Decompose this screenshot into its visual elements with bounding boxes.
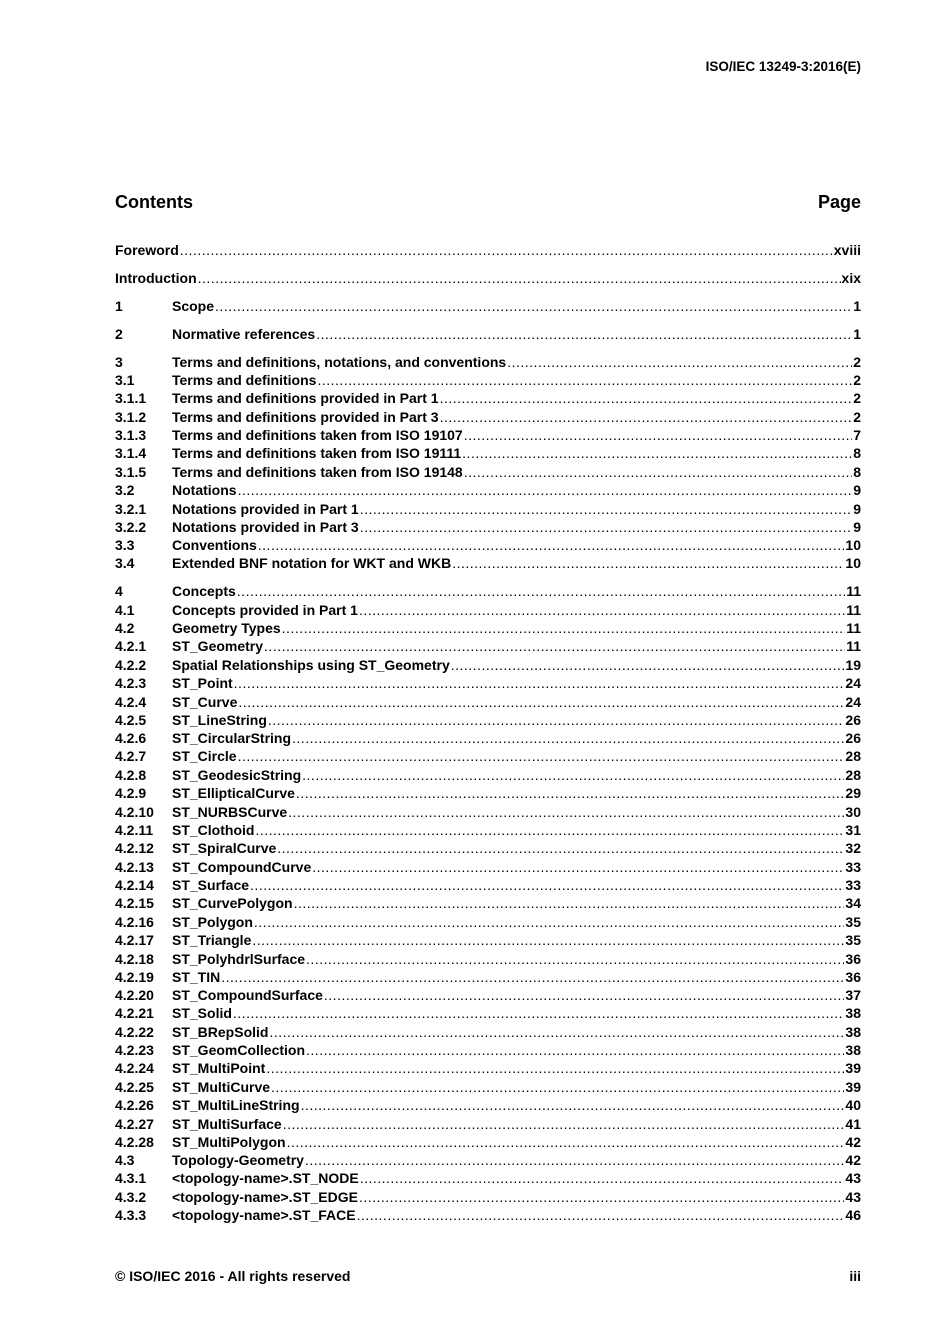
toc-entry[interactable] — [115, 426, 861, 444]
toc-entry[interactable] — [115, 858, 861, 876]
toc-entry-number: 4.2.11 — [115, 822, 154, 838]
toc-entry-number: 4.2.18 — [115, 951, 154, 967]
toc-entry-title: ST_PolyhdrlSurface — [172, 951, 306, 967]
toc-entry-number: 3.1.3 — [115, 427, 147, 443]
dot-leader — [316, 325, 852, 343]
toc-entry-title: Terms and definitions provided in Part 1 — [172, 390, 439, 406]
toc-entry[interactable] — [115, 986, 861, 1004]
toc-entry-number: 3.2.2 — [115, 519, 147, 535]
toc-entry-title: Foreword — [115, 242, 179, 258]
dot-leader — [287, 1133, 845, 1151]
toc-entry-page: 1 — [853, 298, 861, 314]
toc-entry-title: Normative references — [172, 326, 316, 342]
toc-entry[interactable] — [115, 1206, 861, 1224]
toc-entry-title: <topology-name>.ST_FACE — [172, 1207, 356, 1223]
toc-entry-title: ST_MultiPoint — [172, 1060, 266, 1076]
toc-entry-page: 1 — [853, 326, 861, 342]
toc-entry[interactable] — [115, 1188, 861, 1206]
dot-leader — [180, 241, 833, 259]
toc-entry-title: ST_BRepSolid — [172, 1024, 269, 1040]
toc-entry[interactable] — [115, 463, 861, 481]
dot-leader — [238, 747, 845, 765]
toc-entry-page: 26 — [845, 730, 861, 746]
dot-leader — [360, 500, 853, 518]
toc-entry-title: Terms and definitions, notations, and conventions — [172, 354, 507, 370]
toc-entry-page: 31 — [845, 822, 861, 838]
toc-entry-title: <topology-name>.ST_EDGE — [172, 1189, 358, 1205]
toc-entry-number: 3.1 — [115, 372, 135, 388]
dot-leader — [292, 729, 844, 747]
toc-entry-title: ST_MultiCurve — [172, 1079, 271, 1095]
toc-entry-page: 2 — [853, 372, 861, 388]
toc-entry-number: 4.2.9 — [115, 785, 147, 801]
toc-entry-page: 10 — [845, 537, 861, 553]
toc-entry[interactable] — [115, 1096, 861, 1114]
toc-entry-number: 3 — [115, 354, 123, 370]
dot-leader — [215, 297, 852, 315]
dot-leader — [237, 582, 845, 600]
toc-entry-page: 36 — [845, 951, 861, 967]
contents-title: Contents — [115, 192, 193, 212]
copyright-notice: © ISO/IEC 2016 - All rights reserved — [115, 1268, 351, 1284]
dot-leader — [264, 637, 845, 655]
toc-entry-number: 4.2.2 — [115, 657, 147, 673]
dot-leader — [294, 894, 845, 912]
dot-leader — [464, 426, 852, 444]
dot-leader — [271, 1078, 844, 1096]
toc-entry[interactable] — [115, 1133, 861, 1151]
toc-entry-page: 39 — [845, 1079, 861, 1095]
toc-entry-number: 4.2.25 — [115, 1079, 154, 1095]
toc-entry-page: 43 — [845, 1170, 861, 1186]
toc-entry-number: 4.2.12 — [115, 840, 154, 856]
toc-entry-page: 19 — [845, 657, 861, 673]
dot-leader — [277, 839, 844, 857]
toc-entry-page: 38 — [845, 1024, 861, 1040]
dot-leader — [324, 986, 845, 1004]
toc-entry-title: ST_MultiSurface — [172, 1116, 282, 1132]
toc-entry-number: 4.2.27 — [115, 1116, 154, 1132]
toc-entry-page: 42 — [845, 1134, 861, 1150]
toc-entry-page: 36 — [845, 969, 861, 985]
toc-entry[interactable] — [115, 389, 861, 407]
dot-leader — [359, 601, 845, 619]
dot-leader — [464, 463, 852, 481]
toc-entry-title: ST_Triangle — [172, 932, 252, 948]
toc-entry-title: ST_Circle — [172, 748, 237, 764]
page-number: iii — [849, 1268, 861, 1284]
toc-entry-number: 4.2.10 — [115, 804, 154, 820]
dot-leader — [255, 821, 844, 839]
toc-entry-number: 4.2.28 — [115, 1134, 154, 1150]
document-id: ISO/IEC 13249-3:2016(E) — [705, 59, 861, 74]
page-column-label: Page — [817, 192, 861, 212]
dot-leader — [250, 876, 844, 894]
toc-entry-number: 4.2.7 — [115, 748, 147, 764]
dot-leader — [451, 656, 845, 674]
toc-entry[interactable] — [115, 601, 861, 619]
toc-entry[interactable] — [115, 711, 861, 729]
toc-entry[interactable] — [115, 500, 861, 518]
toc-entry-page: 38 — [845, 1005, 861, 1021]
toc-entry[interactable] — [115, 1151, 861, 1169]
toc-entry-number: 4.2.26 — [115, 1097, 154, 1113]
toc-entry-title: Conventions — [172, 537, 257, 553]
dot-leader — [266, 1059, 844, 1077]
toc-entry-title: ST_GeodesicString — [172, 767, 302, 783]
toc-entry-title: ST_Clothoid — [172, 822, 255, 838]
toc-entry-title: ST_GeomCollection — [172, 1042, 306, 1058]
dot-leader — [258, 536, 845, 554]
dot-leader — [288, 803, 844, 821]
toc-entry-title: Spatial Relationships using ST_Geometry — [172, 657, 450, 673]
toc-entry-title: ST_Point — [172, 675, 233, 691]
dot-leader — [282, 619, 846, 637]
toc-entry-page: 37 — [845, 987, 861, 1003]
toc-entry-number: 4.3.1 — [115, 1170, 147, 1186]
toc-entry-title: ST_EllipticalCurve — [172, 785, 295, 801]
toc-entry[interactable] — [115, 444, 861, 462]
toc-entry-number: 4.2.21 — [115, 1005, 154, 1021]
toc-entry[interactable] — [115, 619, 861, 637]
toc-entry-page: 26 — [845, 712, 861, 728]
toc-entry-page: 32 — [845, 840, 861, 856]
toc-entry-title: ST_Geometry — [172, 638, 264, 654]
toc-entry-page: xviii — [833, 242, 861, 258]
toc-entry-page: 7 — [853, 427, 861, 443]
dot-leader — [252, 931, 844, 949]
dot-leader — [198, 269, 841, 287]
dot-leader — [317, 371, 852, 389]
toc-entry[interactable] — [115, 1059, 861, 1077]
toc-entry-page: 11 — [846, 620, 861, 636]
toc-entry[interactable] — [115, 821, 861, 839]
toc-entry-page: 2 — [853, 409, 861, 425]
toc-entry-number: 3.1.4 — [115, 445, 147, 461]
dot-leader — [268, 711, 845, 729]
toc-entry-page: 9 — [853, 519, 861, 535]
toc-entry-page: 41 — [845, 1116, 861, 1132]
toc-entry-page: 11 — [846, 638, 861, 654]
dot-leader — [440, 408, 853, 426]
toc-entry-title: Terms and definitions taken from ISO 19148 — [172, 464, 463, 480]
contents-heading — [115, 192, 861, 213]
dot-leader — [440, 389, 853, 407]
toc-entry[interactable] — [115, 518, 861, 536]
toc-entry-page: 24 — [845, 694, 861, 710]
toc-entry-title: Scope — [172, 298, 215, 314]
toc-entry-number: 4.2.22 — [115, 1024, 154, 1040]
dot-leader — [296, 784, 844, 802]
toc-entry-number: 4.2.3 — [115, 675, 147, 691]
toc-entry-page: 8 — [853, 445, 861, 461]
toc-entry-title: <topology-name>.ST_NODE — [172, 1170, 359, 1186]
toc-entry-number: 3.1.2 — [115, 409, 147, 425]
dot-leader — [357, 1206, 845, 1224]
toc-entry[interactable] — [115, 297, 861, 315]
toc-entry-title: Terms and definitions taken from ISO 19111 — [172, 445, 462, 461]
dot-leader — [234, 674, 845, 692]
toc-entry[interactable] — [115, 1041, 861, 1059]
toc-entry[interactable] — [115, 1078, 861, 1096]
toc-entry[interactable] — [115, 554, 861, 572]
toc-entry-number: 3.1.5 — [115, 464, 147, 480]
toc-entry[interactable] — [115, 729, 861, 747]
toc-entry-page: 33 — [845, 877, 861, 893]
toc-entry-page: 10 — [845, 555, 861, 571]
dot-leader — [301, 1096, 845, 1114]
toc-entry-title: Terms and definitions — [172, 372, 317, 388]
toc-entry-title: ST_MultiLineString — [172, 1097, 300, 1113]
toc-entry-number: 2 — [115, 326, 123, 342]
toc-entry[interactable] — [115, 894, 861, 912]
toc-entry-number: 4.2.8 — [115, 767, 147, 783]
toc-entry[interactable] — [115, 481, 861, 499]
toc-entry-number: 4.3.3 — [115, 1207, 147, 1223]
toc-entry-page: 24 — [845, 675, 861, 691]
dot-leader — [507, 353, 852, 371]
toc-entry-page: 28 — [845, 767, 861, 783]
toc-entry-page: 30 — [845, 804, 861, 820]
toc-entry-page: 28 — [845, 748, 861, 764]
toc-entry-number: 4.2.20 — [115, 987, 154, 1003]
dot-leader — [306, 950, 844, 968]
toc-entry-title: ST_CircularString — [172, 730, 292, 746]
toc-entry-title: ST_Solid — [172, 1005, 232, 1021]
toc-entry-title: Notations provided in Part 1 — [172, 501, 359, 517]
toc-entry-page: 38 — [845, 1042, 861, 1058]
toc-entry[interactable] — [115, 803, 861, 821]
toc-entry-number: 4.2.23 — [115, 1042, 154, 1058]
dot-leader — [238, 481, 853, 499]
toc-entry-page: 9 — [853, 501, 861, 517]
toc-entry-page: 34 — [845, 895, 861, 911]
toc-entry[interactable] — [115, 784, 861, 802]
page-footer — [115, 1268, 861, 1284]
toc-entry[interactable] — [115, 839, 861, 857]
toc-entry-title: ST_CompoundSurface — [172, 987, 323, 1003]
toc-entry[interactable] — [115, 913, 861, 931]
toc-entry[interactable] — [115, 766, 861, 784]
toc-entry[interactable] — [115, 325, 861, 343]
toc-entry[interactable] — [115, 931, 861, 949]
toc-entry-number: 1 — [115, 298, 123, 314]
toc-entry-number: 4.2 — [115, 620, 135, 636]
toc-entry[interactable] — [115, 1169, 861, 1187]
toc-entry-title: Introduction — [115, 270, 197, 286]
toc-entry-number: 4.2.19 — [115, 969, 154, 985]
toc-entry[interactable] — [115, 950, 861, 968]
toc-entry[interactable] — [115, 968, 861, 986]
toc-entry[interactable] — [115, 1115, 861, 1133]
toc-entry-page: 40 — [845, 1097, 861, 1113]
dot-leader — [312, 858, 844, 876]
toc-entry[interactable] — [115, 674, 861, 692]
dot-leader — [462, 444, 852, 462]
dot-leader — [359, 1188, 844, 1206]
dot-leader — [233, 1004, 845, 1022]
toc-entry-number: 4.3 — [115, 1152, 135, 1168]
toc-entry-number: 3.1.1 — [115, 390, 147, 406]
toc-entry[interactable] — [115, 353, 861, 371]
toc-entry[interactable] — [115, 241, 861, 259]
toc-entry-number: 4.2.6 — [115, 730, 147, 746]
toc-entry-title: ST_NURBSCurve — [172, 804, 288, 820]
toc-entry-page: 2 — [853, 354, 861, 370]
toc-entry-number: 4.2.17 — [115, 932, 154, 948]
dot-leader — [283, 1115, 845, 1133]
toc-entry[interactable] — [115, 656, 861, 674]
dot-leader — [306, 1041, 844, 1059]
toc-entry-number: 4.2.13 — [115, 859, 154, 875]
toc-entry[interactable] — [115, 1004, 861, 1022]
toc-entry[interactable] — [115, 269, 861, 287]
toc-entry-page: 11 — [846, 602, 861, 618]
toc-entry[interactable] — [115, 1023, 861, 1041]
toc-entry-title: Concepts — [172, 583, 236, 599]
toc-entry-number: 3.3 — [115, 537, 135, 553]
toc-entry-title: ST_MultiPolygon — [172, 1134, 286, 1150]
toc-entry-page: 2 — [853, 390, 861, 406]
dot-leader — [452, 554, 844, 572]
toc-entry-number: 3.2.1 — [115, 501, 147, 517]
toc-entry-number: 4.1 — [115, 602, 135, 618]
toc-entry-number: 4.2.5 — [115, 712, 147, 728]
toc-entry-number: 4.2.4 — [115, 694, 147, 710]
toc-entry-title: ST_Surface — [172, 877, 250, 893]
dot-leader — [360, 518, 853, 536]
toc-entry-number: 4.2.24 — [115, 1060, 154, 1076]
toc-entry-page: 46 — [845, 1207, 861, 1223]
toc-entry[interactable] — [115, 693, 861, 711]
toc-entry-number: 4.2.15 — [115, 895, 154, 911]
toc-entry-number: 3.2 — [115, 482, 135, 498]
toc-entry[interactable] — [115, 371, 861, 389]
toc-entry-number: 4.2.14 — [115, 877, 154, 893]
toc-entry-page: 9 — [853, 482, 861, 498]
toc-entry-number: 3.4 — [115, 555, 135, 571]
toc-entry-number: 4 — [115, 583, 123, 599]
dot-leader — [305, 1151, 844, 1169]
toc-entry[interactable] — [115, 536, 861, 554]
dot-leader — [302, 766, 844, 784]
toc-entry-page: 39 — [845, 1060, 861, 1076]
toc-entry-title: ST_CurvePolygon — [172, 895, 293, 911]
toc-entry-title: Terms and definitions taken from ISO 19107 — [172, 427, 463, 443]
toc-entry-title: Terms and definitions provided in Part 3 — [172, 409, 439, 425]
toc-entry-title: Geometry Types — [172, 620, 281, 636]
toc-entry-page: 35 — [845, 914, 861, 930]
toc-entry-page: 33 — [845, 859, 861, 875]
dot-leader — [269, 1023, 844, 1041]
toc-entry-page: 29 — [845, 785, 861, 801]
toc-entry[interactable] — [115, 408, 861, 426]
toc-entry-title: ST_TIN — [172, 969, 221, 985]
toc-entry-page: 43 — [845, 1189, 861, 1205]
toc-entry-title: ST_SpiralCurve — [172, 840, 277, 856]
toc-entry[interactable] — [115, 582, 861, 600]
toc-entry-title: Concepts provided in Part 1 — [172, 602, 358, 618]
toc-entry-title: Notations — [172, 482, 237, 498]
toc-entry-page: 11 — [846, 583, 861, 599]
toc-entry-title: ST_CompoundCurve — [172, 859, 312, 875]
toc-entry[interactable] — [115, 747, 861, 765]
dot-leader — [238, 693, 844, 711]
toc-entry-number: 4.3.2 — [115, 1189, 147, 1205]
toc-entry-page: xix — [841, 270, 861, 286]
dot-leader — [221, 968, 844, 986]
toc-entry-number: 4.2.1 — [115, 638, 147, 654]
toc-entry[interactable] — [115, 876, 861, 894]
toc-entry-title: ST_LineString — [172, 712, 267, 728]
toc-entry-page: 35 — [845, 932, 861, 948]
toc-entry[interactable] — [115, 637, 861, 655]
dot-leader — [360, 1169, 845, 1187]
toc-entry-title: Topology-Geometry — [172, 1152, 304, 1168]
toc-entry-title: ST_Curve — [172, 694, 238, 710]
toc-entry-number: 4.2.16 — [115, 914, 154, 930]
toc-entry-title: Extended BNF notation for WKT and WKB — [172, 555, 452, 571]
toc-entry-page: 42 — [845, 1152, 861, 1168]
toc-entry-title: ST_Polygon — [172, 914, 253, 930]
toc-entry-title: Notations provided in Part 3 — [172, 519, 359, 535]
toc-entry-page: 8 — [853, 464, 861, 480]
dot-leader — [254, 913, 845, 931]
